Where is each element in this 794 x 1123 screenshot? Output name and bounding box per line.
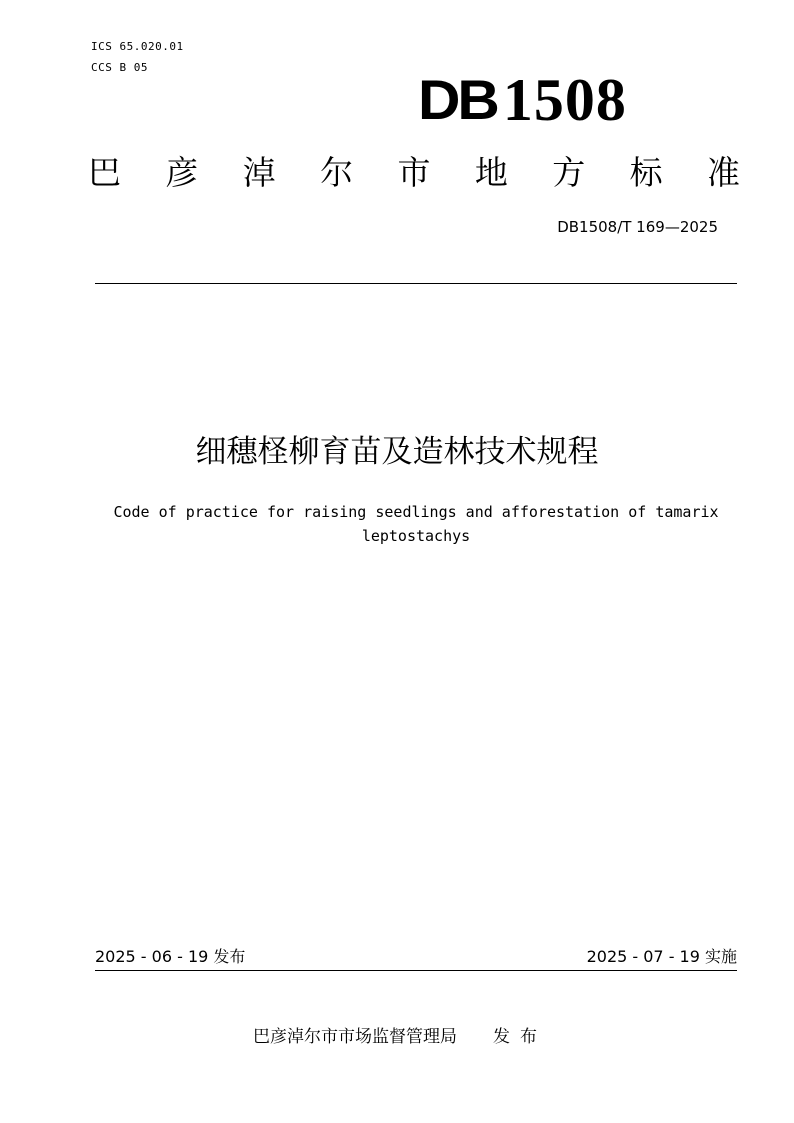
- issue-date: 2025 - 06 - 19 发布: [95, 947, 246, 966]
- ics-code: ICS 65.020.01: [91, 40, 184, 53]
- ccs-code: CCS B 05: [91, 61, 148, 74]
- publish-verb: 发布: [493, 1027, 547, 1047]
- standard-type-heading: [88, 150, 740, 196]
- standard-type-char: 准: [707, 153, 740, 192]
- standard-type-char: 彦: [165, 153, 199, 192]
- publisher-name: 巴彦淖尔市市场监督管理局: [253, 1027, 457, 1047]
- standard-type-char: 尔: [320, 153, 354, 192]
- standard-type-char: 淖: [242, 153, 276, 192]
- title-english-line-2: leptostachys: [361, 527, 471, 545]
- bottom-divider: [95, 970, 737, 971]
- db-logo: [418, 67, 678, 133]
- standard-type-char: 巴: [88, 153, 121, 192]
- standard-number: DB1508/T 169—2025: [557, 218, 718, 236]
- publisher-line: [253, 1025, 547, 1049]
- standard-type-char: 地: [474, 153, 508, 192]
- db-logo-number: 1508: [502, 67, 627, 133]
- title-chinese: 细穗柽柳育苗及造林技术规程: [195, 434, 599, 470]
- title-english-line-1: Code of practice for raising seedlings and afforestation of tamarix: [113, 503, 719, 521]
- top-divider: [95, 283, 737, 284]
- standard-type-char: 方: [552, 153, 586, 192]
- standard-type-char: 标: [629, 153, 663, 192]
- standard-type-char: 市: [397, 153, 431, 192]
- db-logo-letters: DB: [418, 68, 497, 131]
- title-english: [95, 500, 737, 548]
- implementation-date: 2025 - 07 - 19 实施: [586, 947, 737, 966]
